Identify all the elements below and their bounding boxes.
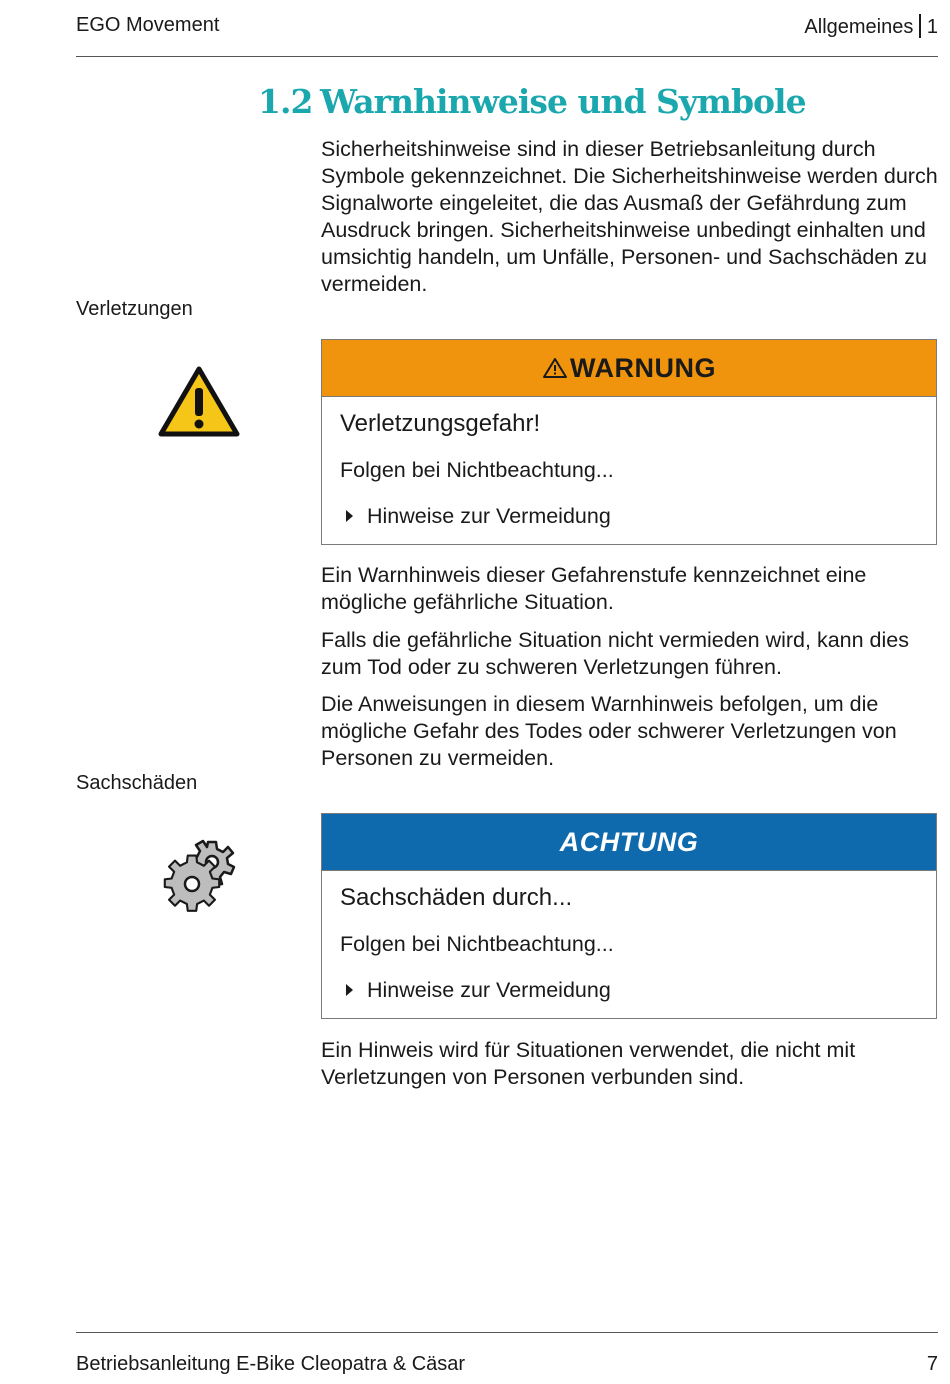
- warning-step: [340, 504, 611, 529]
- caution-notice-box: [321, 813, 937, 1019]
- warning-signal-word: WARNUNG: [570, 352, 716, 383]
- intro-paragraph: Sicherheitshinweise sind in dieser Betriebsanleitung durch Symbole gekennzeichnet. Die Sicherheitshinweise werden durch Signalworte eingeleitet, die das Ausmaß der Gefährdung zum Ausdruck bringen. Sicherheitshinweise unbedingt einhalten und umsichtig handeln, um Unfälle, Personen- und Sachschäden zu vermeiden.: [321, 137, 938, 296]
- gears-icon: [162, 838, 236, 919]
- header-chapter-number: 1: [926, 16, 938, 38]
- warning-text-paragraph: Ein Warnhinweis dieser Gefahrenstufe kennzeichnet eine mögliche gefährliche Situation.: [321, 563, 867, 614]
- caution-text-paragraph: Ein Hinweis wird für Situationen verwendet, die nicht mit Verletzungen von Personen verbunden sind.: [321, 1038, 856, 1089]
- caution-signal-word: ACHTUNG: [559, 826, 699, 857]
- header-section: [804, 14, 938, 39]
- warning-notice-box: [321, 339, 937, 545]
- side-label-injuries: Verletzungen: [76, 298, 193, 320]
- caret-right-icon: [346, 984, 353, 996]
- warning-triangle-icon: [157, 364, 241, 443]
- caution-step-text: Hinweise zur Vermeidung: [367, 978, 611, 1002]
- section-number: 1.2: [258, 82, 313, 121]
- header-rule: [76, 56, 938, 57]
- warning-step-text: Hinweise zur Vermeidung: [367, 504, 611, 528]
- section-title: Warnhinweise und Symbole: [320, 82, 806, 121]
- caution-step: [340, 978, 611, 1003]
- page-number: 7: [926, 1353, 938, 1375]
- side-label-property-damage: Sachschäden: [76, 772, 198, 794]
- footer-rule: [76, 1332, 938, 1333]
- caution-title: Sachschäden durch...: [340, 884, 573, 911]
- caution-consequence: Folgen bei Nichtbeachtung...: [340, 932, 614, 956]
- warning-text-paragraph: Falls die gefährliche Situation nicht vermieden wird, kann dies zum Tod oder zu schweren Verletzungen führen.: [321, 628, 909, 679]
- warning-small-triangle-icon: [542, 357, 568, 379]
- header-section-name: Allgemeines: [804, 16, 914, 38]
- warning-title: Verletzungsgefahr!: [340, 410, 541, 437]
- footer-document-title: Betriebsanleitung E-Bike Cleopatra & Cäsar: [76, 1353, 466, 1375]
- warning-text-paragraph: Die Anweisungen in diesem Warnhinweis befolgen, um die mögliche Gefahr des Todes oder schwerer Verletzungen von Personen zu vermeiden.: [321, 692, 897, 770]
- header-separator: [919, 14, 921, 38]
- warning-signal-bar: [322, 340, 936, 397]
- warning-consequence: Folgen bei Nichtbeachtung...: [340, 458, 614, 482]
- header-document-title: EGO Movement: [76, 14, 220, 36]
- caution-signal-bar: [322, 814, 936, 871]
- caret-right-icon: [346, 510, 353, 522]
